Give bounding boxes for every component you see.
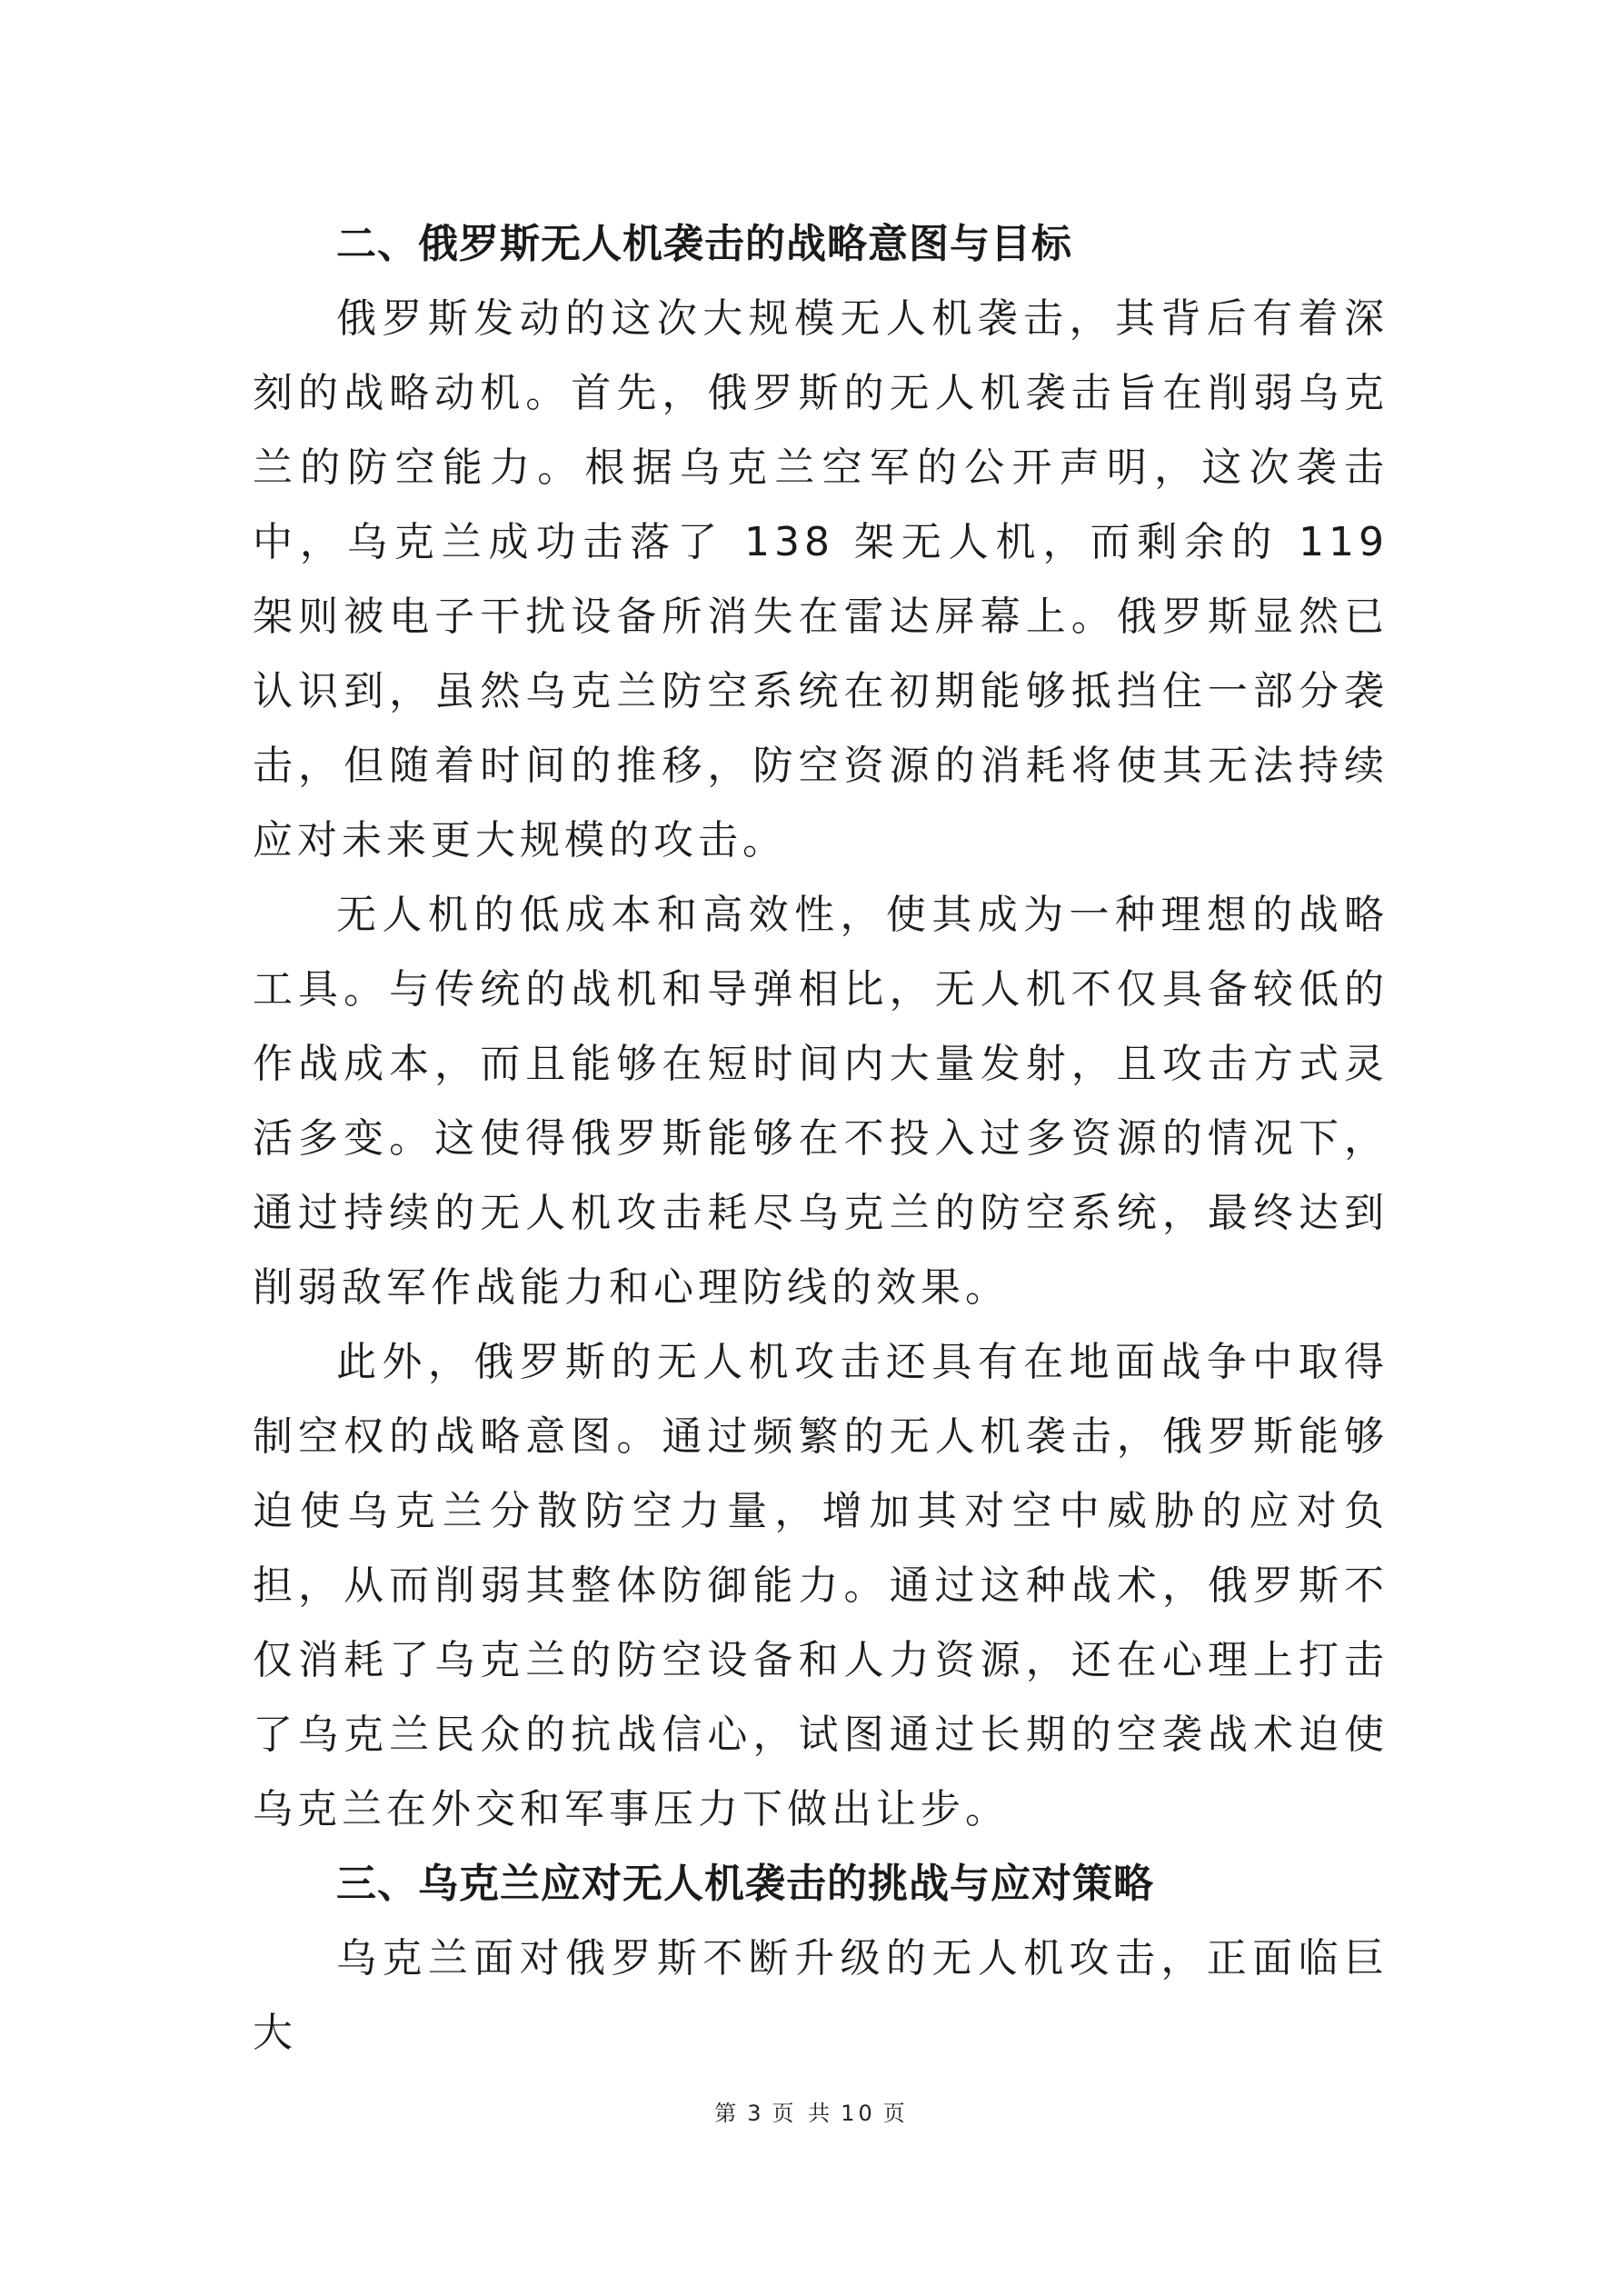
footer-middle: 页 共: [772, 2101, 834, 2126]
section-3-paragraph-1: 乌克兰面对俄罗斯不断升级的无人机攻击，正面临巨大: [253, 1935, 1389, 2056]
section-2-paragraph-2: 无人机的低成本和高效性，使其成为一种理想的战略工具。与传统的战机和导弹相比，无人机不仅具备较低的作战成本，而且能够在短时间内大量发射，且攻击方式灵活多变。这使得俄罗斯能够在不投入过多资源的情况下，通过持续的无人机攻击耗尽乌克兰的防空系统，最终达到削弱敌军作战能力和心理防线的效果。: [253, 892, 1389, 1311]
section-2-paragraph-1: 俄罗斯发动的这次大规模无人机袭击，其背后有着深刻的战略动机。首先，俄罗斯的无人机袭击旨在削弱乌克兰的防空能力。根据乌克兰空军的公开声明，这次袭击中，乌克兰成功击落了 138 架无人机，而剩余的 119 架则被电子干扰设备所消失在雷达屏幕上。俄罗斯显然已认识到，虽然乌克兰防空系统在初期能够抵挡住一部分袭击，但随着时间的推移，防空资源的消耗将使其无法持续应对未来更大规模的攻击。: [253, 295, 1389, 863]
page-content: [253, 207, 1389, 2071]
footer-suffix: 页: [882, 2101, 909, 2126]
section-2-heading: 二、俄罗斯无人机袭击的战略意图与目标: [336, 221, 1072, 267]
footer-current-page: 3: [747, 2101, 765, 2126]
section-3-heading: 三、乌克兰应对无人机袭击的挑战与应对策略: [336, 1861, 1154, 1907]
section-2-paragraph-3: 此外，俄罗斯的无人机攻击还具有在地面战争中取得制空权的战略意图。通过频繁的无人机袭击，俄罗斯能够迫使乌克兰分散防空力量，增加其对空中威胁的应对负担，从而削弱其整体防御能力。通过这种战术，俄罗斯不仅消耗了乌克兰的防空设备和人力资源，还在心理上打击了乌克兰民众的抗战信心，试图通过长期的空袭战术迫使乌克兰在外交和军事压力下做出让步。: [253, 1339, 1389, 1832]
page-footer: [0, 2095, 1623, 2127]
footer-prefix: 第: [714, 2101, 741, 2126]
footer-total-pages: 10: [841, 2101, 876, 2126]
